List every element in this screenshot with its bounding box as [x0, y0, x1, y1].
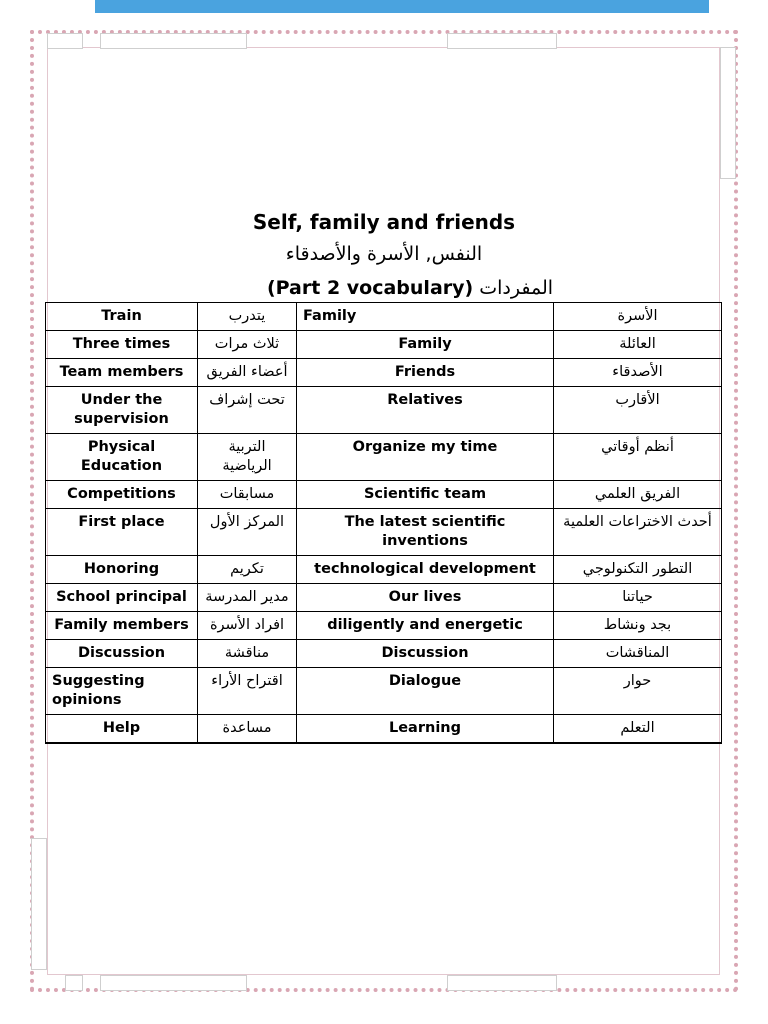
arabic-term: أعضاء الفريق	[198, 359, 297, 387]
table-row	[46, 481, 722, 509]
border-tab	[447, 975, 557, 991]
part-subtitle-english: (Part 2 vocabulary)	[266, 277, 474, 299]
empty-cell	[46, 743, 198, 744]
english-term: Family members	[46, 612, 198, 640]
vocabulary-table	[45, 302, 722, 744]
part-subtitle-arabic: المفردات	[479, 277, 554, 299]
border-tab	[31, 838, 47, 970]
english-term: Suggesting opinions	[46, 668, 198, 715]
english-term: School principal	[46, 584, 198, 612]
vocabulary-table-body	[46, 303, 722, 744]
empty-cell	[554, 743, 722, 744]
english-term: First place	[46, 509, 198, 556]
arabic-term: افراد الأسرة	[198, 612, 297, 640]
arabic-term: مناقشة	[198, 640, 297, 668]
border-tab	[100, 33, 247, 49]
table-row	[46, 668, 722, 715]
arabic-term: بجد ونشاط	[554, 612, 722, 640]
english-term: Three times	[46, 331, 198, 359]
arabic-term: ثلاث مرات	[198, 331, 297, 359]
english-term: Train	[46, 303, 198, 331]
english-term: Dialogue	[297, 668, 554, 715]
border-tab	[447, 33, 557, 49]
arabic-subtitle: النفس, الأسرة والأصدقاء	[285, 243, 483, 265]
arabic-term: مسابقات	[198, 481, 297, 509]
table-row	[46, 434, 722, 481]
arabic-term: الأسرة	[554, 303, 722, 331]
arabic-term: تكريم	[198, 556, 297, 584]
english-term: Relatives	[297, 387, 554, 434]
document-title: Self, family and friends	[252, 210, 516, 234]
arabic-term: اقتراح الأراء	[198, 668, 297, 715]
arabic-term: حوار	[554, 668, 722, 715]
arabic-term: العائلة	[554, 331, 722, 359]
table-row	[46, 509, 722, 556]
arabic-term: أنظم أوقاتي	[554, 434, 722, 481]
arabic-term: الأصدقاء	[554, 359, 722, 387]
table-row	[46, 331, 722, 359]
arabic-term: الفريق العلمي	[554, 481, 722, 509]
english-term: Physical Education	[46, 434, 198, 481]
english-term: Team members	[46, 359, 198, 387]
arabic-term: التربية الرياضية	[198, 434, 297, 481]
top-banner	[95, 0, 709, 13]
part-subtitle	[0, 274, 768, 302]
arabic-term: الأقارب	[554, 387, 722, 434]
english-term: Under the supervision	[46, 387, 198, 434]
arabic-term: حياتنا	[554, 584, 722, 612]
english-term: The latest scientific inventions	[297, 509, 554, 556]
table-row	[46, 556, 722, 584]
english-term: Discussion	[297, 640, 554, 668]
english-term: Learning	[297, 715, 554, 743]
empty-cell	[297, 743, 554, 744]
table-row-empty	[46, 743, 722, 744]
english-term: Honoring	[46, 556, 198, 584]
english-term: Scientific team	[297, 481, 554, 509]
empty-cell	[198, 743, 297, 744]
border-tab	[100, 975, 247, 991]
arabic-term: مدير المدرسة	[198, 584, 297, 612]
arabic-term: المركز الأول	[198, 509, 297, 556]
english-term: Family	[297, 303, 554, 331]
arabic-term: التعلم	[554, 715, 722, 743]
table-row	[46, 359, 722, 387]
english-term: Family	[297, 331, 554, 359]
border-tab	[47, 33, 83, 49]
english-term: Competitions	[46, 481, 198, 509]
arabic-term: المناقشات	[554, 640, 722, 668]
table-row	[46, 715, 722, 743]
table-row	[46, 640, 722, 668]
table-row	[46, 612, 722, 640]
english-term: Our lives	[297, 584, 554, 612]
english-term: technological development	[297, 556, 554, 584]
arabic-term: تحت إشراف	[198, 387, 297, 434]
table-row	[46, 303, 722, 331]
english-term: diligently and energetic	[297, 612, 554, 640]
english-term: Organize my time	[297, 434, 554, 481]
arabic-term: مساعدة	[198, 715, 297, 743]
table-row	[46, 584, 722, 612]
table-row	[46, 387, 722, 434]
english-term: Friends	[297, 359, 554, 387]
arabic-term: يتدرب	[198, 303, 297, 331]
english-term: Discussion	[46, 640, 198, 668]
border-tab	[65, 975, 83, 991]
border-tab	[720, 47, 736, 179]
english-term: Help	[46, 715, 198, 743]
arabic-term: التطور التكنولوجي	[554, 556, 722, 584]
arabic-term: أحدث الاختراعات العلمية	[554, 509, 722, 556]
